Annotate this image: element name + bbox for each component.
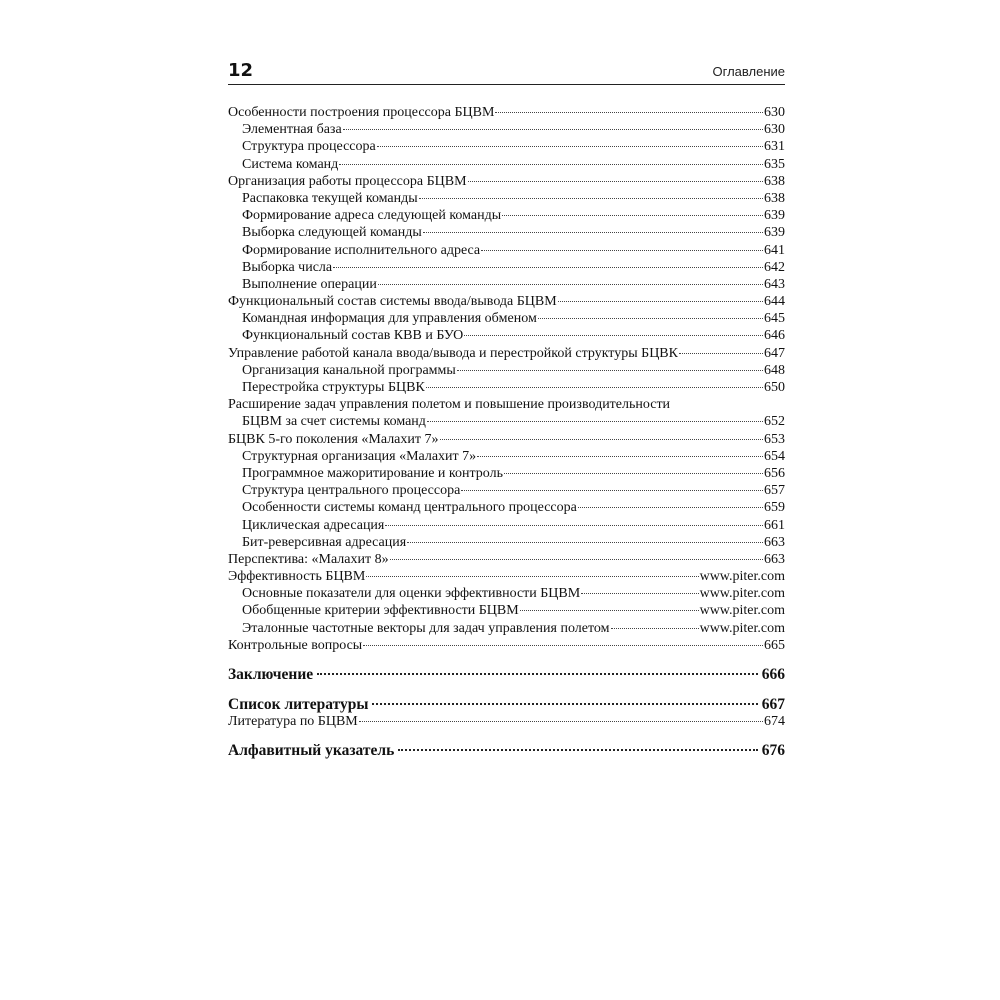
toc-entry[interactable]	[228, 138, 785, 155]
dot-leader	[339, 163, 763, 165]
dot-leader	[477, 455, 763, 457]
dot-leader	[427, 420, 763, 422]
toc-entry[interactable]	[228, 310, 785, 327]
toc-entry-page: 665	[764, 637, 785, 653]
toc-entry-page: www.piter.com	[699, 586, 785, 602]
toc-entry-title: Система команд	[242, 156, 339, 172]
toc-entry-page: www.piter.com	[699, 620, 785, 636]
dot-leader	[504, 472, 763, 474]
dot-leader	[495, 111, 763, 113]
dot-leader	[390, 558, 763, 560]
toc-entry[interactable]	[228, 448, 785, 465]
dot-leader	[679, 352, 763, 354]
toc-entry-page: 643	[764, 276, 785, 292]
dot-leader	[423, 231, 763, 233]
toc-entry[interactable]	[228, 482, 785, 499]
toc-entry[interactable]	[228, 637, 785, 654]
toc-entry[interactable]	[228, 534, 785, 551]
toc-entry-title: Литература по БЦВМ	[228, 714, 358, 729]
toc-entry[interactable]	[228, 551, 785, 568]
toc-entry-page: 648	[764, 362, 785, 378]
dot-leader	[343, 128, 763, 130]
toc-entry-page: 657	[764, 483, 785, 499]
toc-entry-title: Функциональный состав системы ввода/вывода БЦВМ	[228, 294, 557, 310]
toc-entry[interactable]	[228, 224, 785, 241]
dot-leader	[481, 249, 763, 251]
toc-entry-title: Выборка следующей команды	[242, 225, 422, 241]
toc-entry-page: 661	[764, 517, 785, 533]
toc-group-1	[228, 104, 785, 396]
dot-leader	[366, 575, 698, 577]
toc-entry-title: Контрольные вопросы	[228, 637, 363, 653]
dot-leader	[359, 720, 763, 722]
toc-entry-page: 656	[764, 465, 785, 481]
toc-major-page: 666	[761, 666, 785, 683]
toc-major-page: 676	[761, 742, 785, 760]
toc-entry-page: 641	[764, 242, 785, 258]
toc-entry-title: Программное мажоритирование и контроль	[242, 465, 503, 481]
toc-entry-page: 663	[764, 534, 785, 550]
toc-entry-page: 639	[764, 225, 785, 241]
toc-entry-page: www.piter.com	[699, 569, 785, 585]
toc-entry-title: Организация канальной программы	[242, 362, 456, 378]
toc-entry-page: 630	[764, 122, 785, 138]
toc-entry-page: 639	[764, 208, 785, 224]
toc-entry-page: 631	[764, 139, 785, 155]
toc-entry[interactable]	[228, 207, 785, 224]
toc-entry-title: Распаковка текущей команды	[242, 190, 418, 206]
toc-entry-page: 647	[764, 345, 785, 361]
toc-entry[interactable]	[228, 276, 785, 293]
toc-entry[interactable]	[228, 517, 785, 534]
toc-entry-page: 644	[764, 294, 785, 310]
dot-leader	[440, 438, 764, 440]
toc-entry[interactable]	[228, 190, 785, 207]
dot-leader	[461, 489, 763, 491]
toc-entry-page: 653	[764, 431, 785, 447]
toc-entry-title: Структура процессора	[242, 139, 376, 155]
toc-entry[interactable]	[228, 362, 785, 379]
dot-leader	[457, 369, 763, 371]
dot-leader	[398, 748, 757, 751]
toc-entry[interactable]	[228, 156, 785, 173]
toc-entry-title: Управление работой канала ввода/вывода и перестройкой структуры БЦВК	[228, 345, 678, 361]
toc-entry[interactable]	[228, 379, 785, 396]
toc-entry[interactable]	[228, 173, 785, 190]
toc-entry-title: Элементная база	[242, 122, 342, 138]
toc-entry-title: Циклическая адресация	[242, 517, 385, 533]
toc-entry[interactable]	[228, 104, 785, 121]
toc-entry-page: 654	[764, 448, 785, 464]
toc-entry-page: 635	[764, 156, 785, 172]
toc-entry-title: Формирование адреса следующей команды	[242, 208, 502, 224]
dot-leader	[363, 644, 763, 646]
toc-entry[interactable]	[228, 327, 785, 344]
toc-entry[interactable]	[228, 465, 785, 482]
toc-major-index[interactable]	[228, 740, 785, 762]
toc-entry-line2	[228, 413, 785, 430]
toc-entry-title: Выполнение операции	[242, 276, 377, 292]
toc-entry-page: www.piter.com	[699, 603, 785, 619]
toc-entry-title: БЦВК 5-го поколения «Малахит 7»	[228, 431, 439, 447]
toc-entry-title: Перспектива: «Малахит 8»	[228, 551, 389, 567]
toc-entry[interactable]	[228, 242, 785, 259]
toc-entry-page: 642	[764, 259, 785, 275]
toc-major-title: Алфавитный указатель	[228, 742, 395, 760]
toc-entry[interactable]	[228, 585, 785, 602]
toc-entry-title: Бит-реверсивная адресация	[242, 534, 407, 550]
toc-entry-title: Командная информация для управления обменом	[242, 311, 537, 327]
dot-leader	[502, 214, 763, 216]
toc-entry[interactable]	[228, 121, 785, 138]
toc-entry-title: Особенности системы команд центрального процессора	[242, 500, 577, 516]
toc-entry[interactable]	[228, 345, 785, 362]
toc-entry-title: Обобщенные критерии эффективности БЦВМ	[242, 603, 519, 619]
toc-entry[interactable]	[228, 396, 785, 430]
toc-entry-page: 645	[764, 311, 785, 327]
dot-leader	[378, 283, 763, 285]
toc-entry-page: 659	[764, 500, 785, 516]
dot-leader	[385, 524, 763, 526]
toc-entry-title: Особенности построения процессора БЦВМ	[228, 105, 495, 120]
dot-leader	[611, 627, 699, 629]
toc-entry-page: 646	[764, 328, 785, 344]
toc-group-2	[228, 431, 785, 654]
toc-entry-page: 638	[764, 173, 785, 189]
toc-entry-title: Организация работы процессора БЦВМ	[228, 173, 467, 189]
toc-major-title: Заключение	[228, 666, 314, 683]
dot-leader	[333, 266, 763, 268]
dot-leader	[407, 541, 763, 543]
toc-entry-title: Функциональный состав КВВ и БУО	[242, 328, 464, 344]
dot-leader	[464, 334, 763, 336]
dot-leader	[581, 592, 698, 594]
toc-entry-page: 650	[764, 380, 785, 395]
toc-major-title: Список литературы	[228, 696, 369, 713]
toc-entry-page: 663	[764, 551, 785, 567]
dot-leader	[520, 609, 699, 611]
toc-entry-title: Основные показатели для оценки эффективности БЦВМ	[242, 586, 581, 602]
dot-leader	[372, 702, 757, 705]
toc-entry[interactable]	[228, 293, 785, 310]
toc-entry-page: 652	[764, 414, 785, 430]
page-header	[228, 60, 785, 85]
toc-entry-title: Выборка числа	[242, 259, 333, 275]
toc-entry-title: Структурная организация «Малахит 7»	[242, 448, 477, 464]
toc-entry[interactable]	[228, 568, 785, 585]
toc-entry-title: Структура центрального процессора	[242, 483, 461, 499]
toc-major-page: 667	[761, 696, 785, 713]
toc-entry-page: 638	[764, 190, 785, 206]
toc-major-conclusion[interactable]	[228, 664, 785, 686]
dot-leader	[426, 386, 763, 388]
toc-entry[interactable]	[228, 620, 785, 637]
toc-entry-title: Формирование исполнительного адреса	[242, 242, 481, 258]
dot-leader	[317, 672, 758, 675]
dot-leader	[377, 145, 763, 147]
page-number: 12	[228, 60, 254, 81]
toc-entry[interactable]	[228, 499, 785, 516]
dot-leader	[558, 300, 763, 302]
toc-entry-title: Эталонные частотные векторы для задач управления полетом	[242, 620, 610, 636]
toc-entry-page: 630	[764, 105, 785, 120]
toc-entry-page: 674	[764, 714, 785, 729]
dot-leader	[468, 180, 763, 182]
dot-leader	[419, 197, 763, 199]
running-title: Оглавление	[712, 64, 785, 79]
toc-entry[interactable]	[228, 713, 785, 730]
toc-entry[interactable]	[228, 259, 785, 276]
dot-leader	[578, 506, 763, 508]
table-of-contents	[228, 104, 785, 762]
dot-leader	[538, 317, 763, 319]
toc-entry-title: Перестройка структуры БЦВК	[242, 380, 425, 395]
toc-entry-title-line2: БЦВМ за счет системы команд	[242, 414, 426, 430]
toc-entry-title-line1: Расширение задач управления полетом и повышение производительности	[228, 397, 671, 413]
toc-entry-title: Эффективность БЦВМ	[228, 569, 366, 585]
toc-entry[interactable]	[228, 431, 785, 448]
toc-entry[interactable]	[228, 602, 785, 619]
